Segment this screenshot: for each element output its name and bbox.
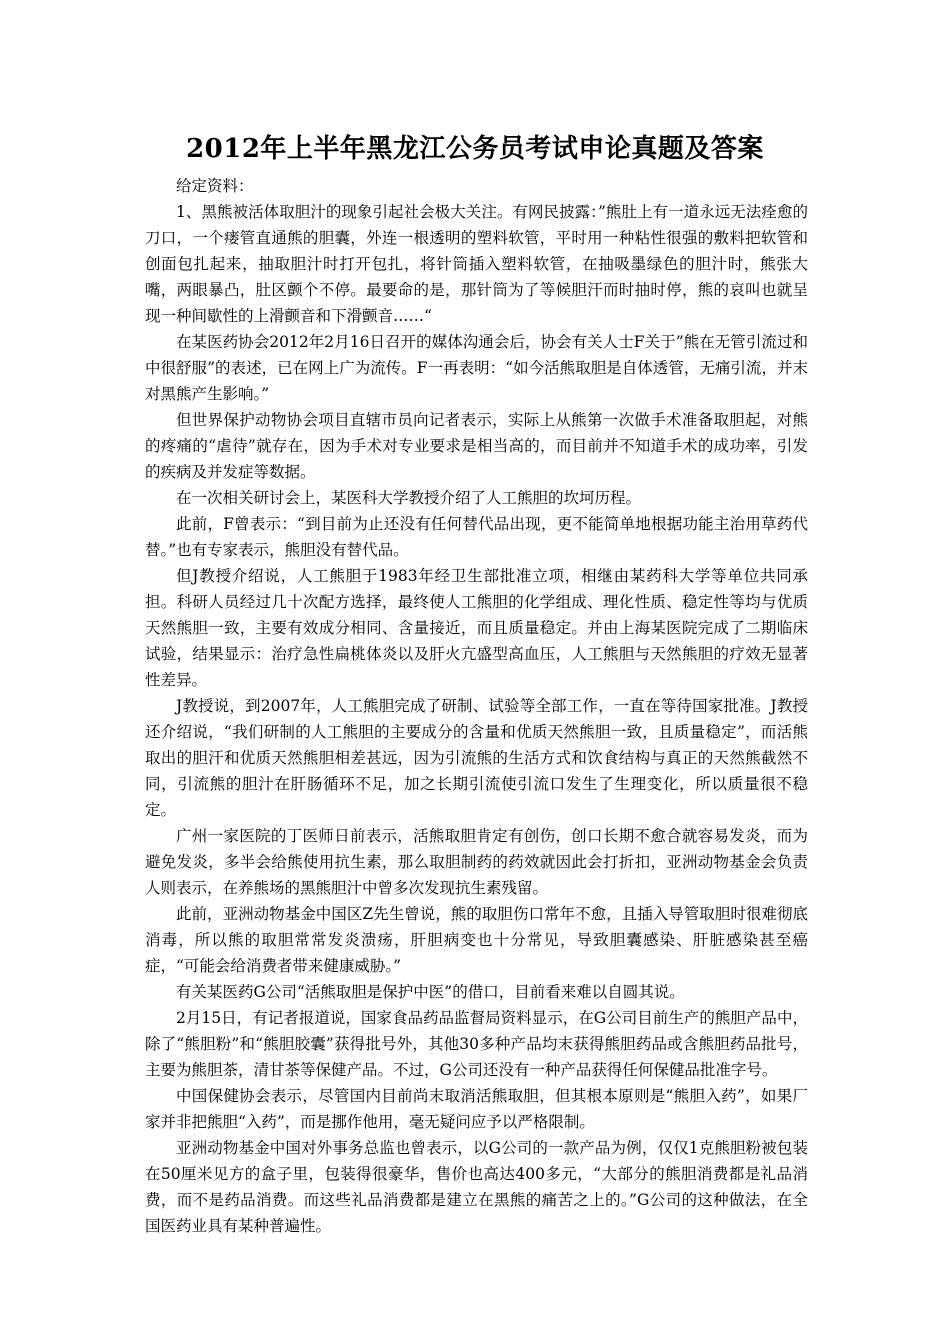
paragraph: 1、黑熊被活体取胆汁的现象引起社会极大关注。有网民披露：”熊肚上有一道永远无法痊愈的刀口，一个瘘管直通熊的胆囊，外连一根透明的塑料软管，平时用一种粘性很强的敷料把软管和创面包扎起来，抽取胆汁时打开包扎，将针筒插入塑料软管，在抽吸墨绿色的胆汁时，熊张大嘴，两眼暴凸，肚区颤个不停。最要命的是，那针筒为了等候胆汗而时抽时停，熊的哀叫也就呈现一种间歇性的上滑颤音和下滑颤音……“	[145, 203, 808, 325]
document-body	[145, 173, 808, 1239]
paragraph: 亚洲动物基金中国对外事务总监也曾表示，以G公司的一款产品为例，仅仅1克熊胆粉被包装在50厘米见方的盒子里，包装得很豪华，售价也高达400多元，“大部分的熊胆消费都是礼品消费，而不是药品消费。而这些礼品消费都是建立在黑熊的痛苦之上的。”G公司的这种做法，在全国医药业具有某种普遍性。	[145, 1139, 808, 1235]
paragraph: 广州一家医院的丁医师日前表示，活熊取胆肯定有创伤，创口长期不愈合就容易发炎，而为避免发炎，多半会给熊使用抗生素，那么取胆制药的药效就因此会打折扣，亚洲动物基金会负责人则表示，在养熊场的黑熊胆汁中曾多次发现抗生素残留。	[145, 827, 808, 897]
paragraph: 有关某医药G公司“活熊取胆是保护中医”的借口，目前看来难以自圆其说。	[176, 983, 685, 1001]
paragraph: J教授说，到2007年，人工熊胆完成了研制、试验等全部工作，一直在等待国家批准。J教授还介绍说，“我们研制的人工熊胆的主要成分的含量和优质天然熊胆一致，且质量稳定”，而活熊取出的胆汗和优质天然熊胆相差甚远，因为引流熊的生活方式和饮食结构与真正的天然熊截然不同，引流熊的胆汁在肝肠循环不足，加之长期引流使引流口发生了生理变化，所以质量很不稳定。	[145, 697, 808, 819]
paragraph: 但世界保护动物协会项目直辖市员向记者表示，实际上从熊第一次做手术准备取胆起，对熊的疼痛的“虐待”就存在，因为手术对专业要求是相当高的，而目前并不知道手术的成功率，引发的疾病及并发症等数据。	[145, 411, 808, 481]
paragraph: 此前，亚洲动物基金中国区Z先生曾说，熊的取胆伤口常年不愈，且插入导管取胆时很难彻底消毒，所以熊的取胆常常发炎溃疡，肝胆病变也十分常见，导致胆囊感染、肝脏感染甚至癌症，“可能会给消费者带来健康威胁。”	[145, 905, 808, 975]
paragraph-intro: 给定资料：	[176, 177, 254, 195]
document-title: 2012年上半年黑龙江公务员考试申论真题及答案	[186, 134, 764, 164]
paragraph: 但J教授介绍说，人工熊胆于1983年经卫生部批准立项，相继由某药科大学等单位共同承担。科研人员经过几十次配方选择，最终使人工熊胆的化学组成、理化性质、稳定性等均与优质天然熊胆一致，主要有效成分相同、含量接近，而且质量稳定。并由上海某医院完成了二期临床试验，结果显示：治疗急性扁桃体炎以及肝火亢盛型高血压，人工熊胆与天然熊胆的疗效无显著性差异。	[145, 567, 808, 689]
paragraph: 在某医药协会2012年2月16日召开的媒体沟通会后，协会有关人士F关于”熊在无管引流过和中很舒服”的表述，已在网上广为流传。F一再表明：“如今活熊取胆是自体透管，无痛引流，并末对黑熊产生影响。”	[145, 333, 808, 403]
paragraph: 中国保健协会表示，尽管国内目前尚末取消活熊取胆，但其根本原则是“熊胆入药”，如果厂家并非把熊胆“入药”，而是挪作他用，毫无疑问应予以严格限制。	[145, 1087, 808, 1131]
paragraph: 在一次相关研讨会上，某医科大学教授介绍了人工熊胆的坎坷历程。	[176, 489, 642, 507]
paragraph: 2月15日，有记者报道说，国家食品药品监督局资料显示，在G公司目前生产的熊胆产品中，除了“熊胆粉”和“熊胆胶囊”获得批号外，其他30多种产品均末获得熊胆药品或含熊胆药品批号，主要为熊胆茶，清甘茶等保健产品。不过，G公司还没有一种产品获得任何保健品批准字号。	[145, 1009, 808, 1079]
paragraph: 此前，F曾表示：“到目前为止还没有任何替代品出现，更不能简单地根据功能主治用草药代替。”也有专家表示，熊胆没有替代品。	[145, 515, 808, 559]
